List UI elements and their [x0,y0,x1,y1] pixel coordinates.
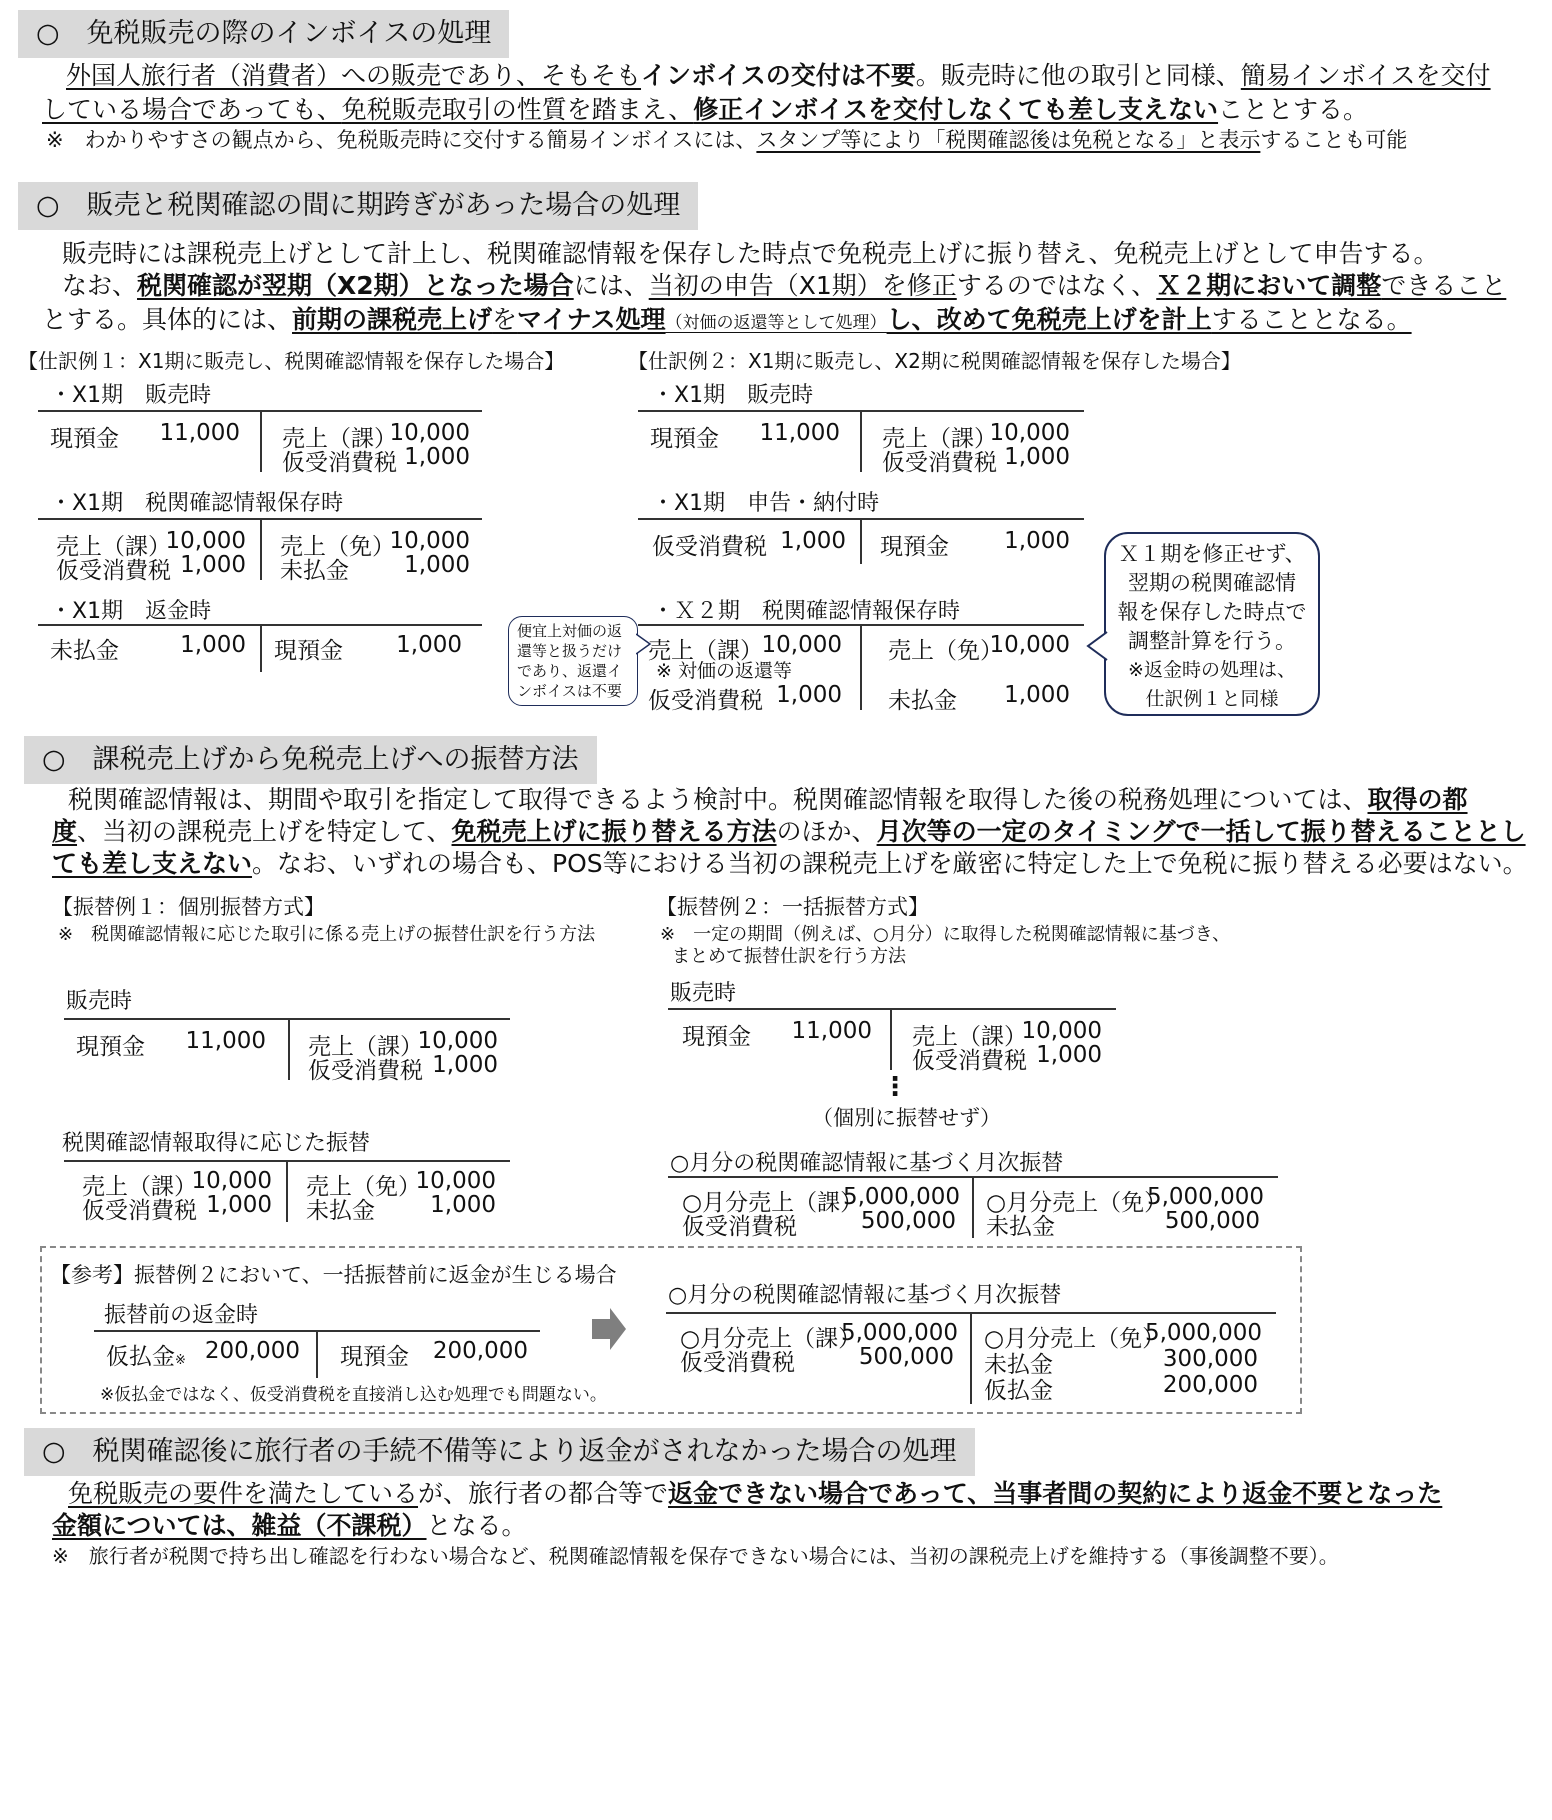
transfer-example-2-title: 【振替例２：一括振替方式】 [656,895,929,919]
ex2-heading-x2-confirm: ・Ｘ２期 税関確認情報保存時 [652,599,961,624]
amount: 10,000 [389,528,470,554]
account: 売上（免） [888,638,1003,664]
t-account-divider [260,518,262,580]
account: 売上（課） [308,1034,423,1060]
amount: 200,000 [432,1338,528,1364]
text: マイナス処理 [517,305,666,334]
amount: 200,000 [204,1338,300,1364]
account: 仮受消費税 [648,688,763,714]
sec4-paragraph-line2 [52,1508,527,1543]
text: となる。 [426,1511,527,1540]
t-account-divider [286,1160,288,1222]
amount: 500,000 [860,1208,956,1234]
text: 外国人旅行者（消費者）への販売であり、そもそも [66,61,642,90]
account: 仮受消費税 [882,450,997,476]
account: 仮受消費税 [282,450,397,476]
amount: 1,000 [430,1192,496,1218]
account: 仮受消費税 [912,1048,1027,1074]
tx1-heading-sale: 販売時 [66,989,133,1014]
text: には、 [573,271,649,300]
amount: 1,000 [180,632,246,658]
account: 売上（課） [82,1174,197,1200]
sec1-paragraph-line1 [66,58,1491,93]
text: 簡易インボイスを交付 [1240,61,1491,90]
callout-small: 便宜上対価の返還等と扱うだけであり、返還インボイスは不要 [508,616,638,706]
t-account-divider [970,1312,972,1404]
ex2-heading-filing: ・X1期 申告・納付時 [652,491,880,516]
journal-example-2-title: 【仕訳例２：X1期に販売し、X2期に税関確認情報を保存した場合】 [628,349,1241,373]
callout-line: ※返金時の処理は、 [1128,659,1296,681]
text: 仮払金 [106,1344,175,1370]
text: している場合であっても、 [42,95,342,124]
text: 金額については、雑益（不課税） [52,1511,427,1540]
text: することとなる。 [1211,305,1412,334]
text: 。販売時に他の取引と同様、 [915,61,1241,90]
amount: 1,000 [1004,682,1070,708]
text: 当初の申告（X1期）を修正 [648,271,957,300]
amount: 11,000 [185,1028,266,1054]
text: ※ わかりやすさの観点から、免税販売時に交付する簡易インボイスには、 [46,128,757,152]
account: 仮受消費税 [682,1214,797,1240]
account: 未払金 [888,688,957,714]
text: なお、 [62,271,138,300]
callout-line: 翌期の税関確認情 [1128,571,1296,595]
account: 現預金 [340,1344,409,1370]
account: 現預金 [76,1034,145,1060]
text: のほか、 [776,817,877,846]
account: 未払金 [280,558,349,584]
account: ○月分売上（課） [682,1190,864,1216]
amount: 1,000 [776,682,842,708]
text: インボイスの交付は不要 [641,61,916,90]
account: 未払金 [984,1352,1053,1378]
amount: 5,000,000 [1146,1184,1264,1210]
t-account-divider [288,1018,290,1080]
account: 現預金 [682,1024,751,1050]
tx2-heading-sale: 販売時 [670,981,737,1006]
account: 現預金 [880,534,949,560]
transfer-example-2-note: ※ 一定の期間（例えば、○月分）に取得した税関確認情報に基づき、 [660,924,1231,945]
ex1-heading-sale: ・X1期 販売時 [50,383,212,408]
text: 免税売上げに振り替える方法 [451,817,777,846]
account: 売上（課） [882,426,997,452]
text: が、旅行者の都合等で [418,1479,669,1508]
text: スタンプ等により「税関確認後は免税となる」と表示 [756,128,1261,152]
account: 仮受消費税 [56,558,171,584]
t-account-divider [860,624,862,710]
account: 売上（課） [56,534,171,560]
account: ○月分売上（課） [680,1326,862,1352]
text: 修正インボイスを交付しなくても差し支えない [693,95,1219,124]
ex1-heading-refund: ・X1期 返金時 [50,599,212,624]
footnote-mark: ※ [175,1353,186,1368]
callout-line: 報を保存した時点で [1117,600,1307,624]
callout-line: 調整計算を行う。 [1128,629,1296,653]
account: 現預金 [650,426,719,452]
callout-line: 仕訳例１と同様 [1145,688,1279,710]
amount: 1,000 [432,1052,498,1078]
callout-large [1104,532,1320,716]
account: 売上（課） [648,638,763,664]
amount: 1,000 [1004,444,1070,470]
t-account-divider [260,410,262,472]
amount: 500,000 [1164,1208,1260,1234]
account: 仮受消費税 [680,1350,795,1376]
text: を [492,305,518,334]
account: 売上（免） [306,1174,421,1200]
text: 取得の都 [1367,785,1468,814]
amount: 300,000 [1162,1346,1258,1372]
account: 現預金 [274,638,343,664]
text: 月次等の一定のタイミングで一括して振り替えることとし [876,817,1526,846]
amount: 1,000 [1036,1042,1102,1068]
amount: 1,000 [396,632,462,658]
sec1-note [46,126,1407,154]
callout-large-tail [1086,630,1108,664]
t-account-divider [316,1330,318,1378]
amount: 1,000 [780,528,846,554]
t-account-line [64,1018,510,1020]
account: 未払金 [50,638,119,664]
tx1-heading-transfer: 税関確認情報取得に応じた振替 [62,1131,371,1156]
text: 前期の課税売上げ [292,305,493,334]
journal-example-1-title: 【仕訳例１：X1期に販売し、税関確認情報を保存した場合】 [18,349,565,373]
ex1-heading-confirm: ・X1期 税関確認情報保存時 [50,491,344,516]
section-title-no-refund: ○ 税関確認後に旅行者の手続不備等により返金がされなかった場合の処理 [24,1428,975,1476]
t-account-divider [860,518,862,564]
text: できること [1381,271,1507,300]
text: 、当初の課税売上げを特定して、 [77,817,452,846]
tx2-heading-monthly: ○月分の税関確認情報に基づく月次振替 [670,1151,1064,1176]
amount: 1,000 [404,552,470,578]
amount: 200,000 [1162,1372,1258,1398]
t-account-divider [260,624,262,672]
text: こととする。 [1218,95,1369,124]
t-account-line [668,1008,1116,1010]
text: 税関確認が翌期（X2期）となった場合 [137,271,574,300]
callout-line: Ｘ１期を修正せず、 [1118,542,1306,566]
reference-footnote: ※仮払金ではなく、仮受消費税を直接消し込む処理でも問題ない。 [100,1385,607,1405]
text: するのではなく、 [956,271,1157,300]
amount: 5,000,000 [1144,1320,1262,1346]
amount: 10,000 [165,528,246,554]
text: 免税販売取引の性質を踏まえ、 [341,95,694,124]
sec2-paragraph-line1: 販売時には課税売上げとして計上し、税関確認情報を保存した時点で免税売上げに振り替え、免税売上げとして申告する。 [62,239,1439,268]
amount: 10,000 [761,632,842,658]
text: することも可能 [1260,128,1408,152]
sec3-paragraph-line3 [52,846,1528,881]
account: 売上（免） [280,534,395,560]
sec3-paragraph-line2 [52,814,1526,849]
text: 度 [52,817,78,846]
amount: 10,000 [989,632,1070,658]
account: 売上（課） [282,426,397,452]
account: ○月分売上（免） [984,1326,1166,1352]
amount: 10,000 [191,1168,272,1194]
section-title-period: ○ 販売と税関確認の間に期跨ぎがあった場合の処理 [18,182,698,230]
amount: 10,000 [389,420,470,446]
arrow-right-icon [592,1306,628,1352]
amount: 10,000 [417,1028,498,1054]
reference-title: 【参考】振替例２において、一括振替前に返金が生じる場合 [50,1263,617,1287]
callout-small-tail [636,632,652,656]
text: とする。具体的には、 [42,305,293,334]
sec2-paragraph-line2 [62,268,1506,303]
amount: 500,000 [858,1344,954,1370]
amount: 5,000,000 [840,1320,958,1346]
account [106,1338,186,1371]
amount: 1,000 [1004,528,1070,554]
account: 現預金 [50,426,119,452]
amount: 5,000,000 [842,1184,960,1210]
t-account-divider [860,410,862,472]
account: 未払金 [306,1198,375,1224]
amount: 10,000 [989,420,1070,446]
sec3-paragraph-line1 [68,782,1468,817]
amount: 1,000 [180,552,246,578]
amount: 10,000 [1021,1018,1102,1044]
ex2-heading-sale: ・X1期 販売時 [652,383,814,408]
amount: 1,000 [206,1192,272,1218]
ref-heading-monthly: ○月分の税関確認情報に基づく月次振替 [668,1283,1062,1308]
t-account-divider [890,1008,892,1070]
account: 売上（課） [912,1024,1027,1050]
transfer-example-1-note: ※ 税関確認情報に応じた取引に係る売上げの振替仕訳を行う方法 [58,924,596,945]
section-title-invoice: ○ 免税販売の際のインボイスの処理 [18,10,509,58]
vertical-ellipsis: ⋮ [882,1072,908,1102]
amount: 1,000 [404,444,470,470]
sec4-note: ※ 旅行者が税関で持ち出し確認を行わない場合など、税関確認情報を保存できない場合には、当初の課税売上げを維持する（事後調整不要）。 [52,1544,1339,1568]
text: し、改めて免税売上げを計上 [886,305,1212,334]
account: ○月分売上（免） [986,1190,1168,1216]
amount: 11,000 [791,1018,872,1044]
text: 税関確認情報は、期間や取引を指定して取得できるよう検討中。税関確認情報を取得した後の税務処理については、 [68,785,1368,814]
text: 返金できない場合であって、当事者間の契約により返金不要となった [668,1479,1443,1508]
account: 仮受消費税 [652,534,767,560]
sec1-paragraph-line2 [42,92,1368,127]
ref-heading-refund: 振替前の返金時 [104,1303,259,1328]
account: 仮受消費税 [82,1198,197,1224]
amount: 11,000 [759,420,840,446]
t-account-divider [972,1176,974,1238]
text: Ｘ２期において調整 [1156,271,1382,300]
account: 仮受消費税 [308,1058,423,1084]
account: 仮払金 [984,1378,1053,1404]
return-note: ※ 対価の返還等 [656,660,792,682]
section-title-transfer: ○ 課税売上げから免税売上げへの振替方法 [24,736,597,784]
text: 免税販売の要件を満たしている [68,1479,419,1508]
text: 。なお、いずれの場合も、POS等における当初の課税売上げを厳密に特定した上で免税に振り替える必要はない。 [252,849,1528,878]
sec2-paragraph-line3 [42,302,1412,341]
sec4-paragraph-line1 [68,1476,1442,1511]
amount: 10,000 [415,1168,496,1194]
account: 未払金 [986,1214,1055,1240]
transfer-example-1-title: 【振替例１：個別振替方式】 [52,895,325,919]
transfer-example-2-note: まとめて振替仕訳を行う方法 [672,946,906,967]
amount: 11,000 [159,420,240,446]
text: ても差し支えない [52,849,253,878]
text: （対価の返還等として処理） [665,313,887,333]
no-individual-transfer: （個別に振替せず） [812,1106,1001,1130]
